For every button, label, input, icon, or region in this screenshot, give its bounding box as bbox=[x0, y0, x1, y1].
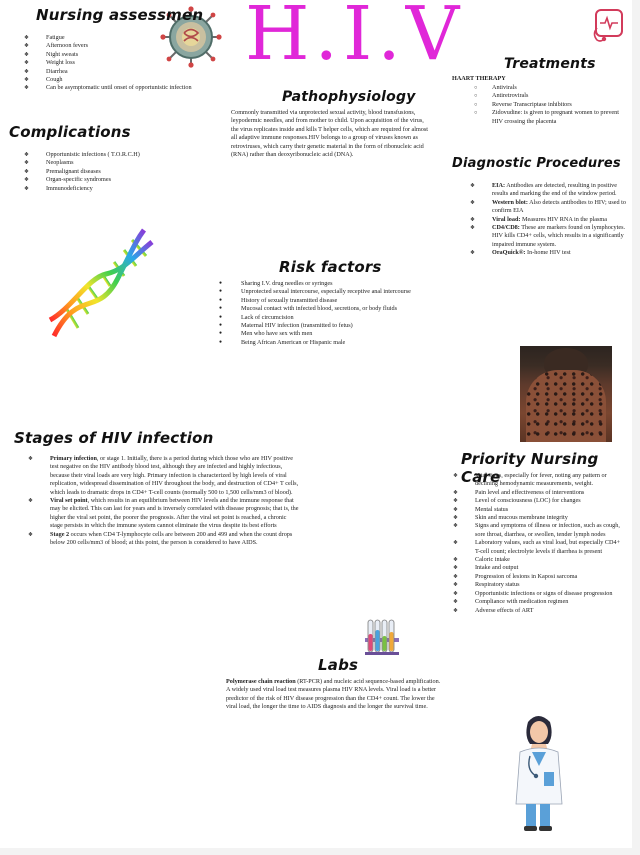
page-title: H.I.V bbox=[245, 0, 465, 77]
list-item: ● Maternal HIV infection (transmitted to fetus) bbox=[241, 322, 437, 330]
list-item: ❖ Caloric intake bbox=[475, 556, 625, 564]
assessment-list bbox=[46, 34, 206, 93]
list-item: ○ Zidovudine: is given to pregnant women to prevent HIV crossing the placenta bbox=[492, 109, 624, 126]
labs-heading: Labs bbox=[318, 656, 359, 674]
list-item: ❖ Organ-specific syndromes bbox=[46, 176, 216, 184]
list-item: ❖ Laboratory values, such as viral load, but especially CD4+ T-cell count; electrolyte levels if diarrhea is present bbox=[475, 539, 625, 556]
diagnostic-list bbox=[492, 182, 628, 258]
list-item: ● Sharing I.V. drug needles or syringes bbox=[241, 280, 437, 288]
list-item: ❖ Western blot: Also detects antibodies to HIV; used to confirm EIA bbox=[492, 199, 628, 216]
pathophysiology-heading: Pathophysiology bbox=[282, 89, 416, 105]
list-item: ❖ OraQuick®: In-home HIV test bbox=[492, 249, 628, 257]
list-item: ❖ Intake and output bbox=[475, 564, 625, 572]
list-item: ❖ Viral set point, which results in an equilibrium between HIV levels and the immune response that may be elicited. This can last for years and is inversely correlated with disease prognosis; that is, the higher the viral set point, the poorer the prognosis. After the viral set point is reached, a chronic stage persists in which the immune system cannot eliminate the virus despite its best efforts bbox=[50, 497, 300, 531]
list-item: ❖ Pain level and effectiveness of interventions bbox=[475, 489, 625, 497]
assessment-heading: Nursing assessmen bbox=[36, 6, 204, 24]
complications-list bbox=[46, 151, 216, 193]
treatments-list bbox=[492, 84, 624, 126]
list-item: ● History of sexually transmitted disease bbox=[241, 297, 437, 305]
priority-heading: Priority Nursing Care bbox=[461, 450, 599, 486]
list-item: ❖ EIA: Antibodies are detected, resulting in positive results and marking the end of the window period. bbox=[492, 182, 628, 199]
list-item: ○ Antiretrovirals bbox=[492, 92, 624, 100]
list-item: ❖ Opportunistic infections ( T.O.R.C.H) bbox=[46, 151, 216, 159]
risk-list bbox=[241, 280, 437, 347]
skin-lesion-photo bbox=[520, 346, 612, 442]
stages-list bbox=[50, 455, 300, 547]
list-item: ● Unprotected sexual intercourse, especially receptive anal intercourse bbox=[241, 288, 437, 296]
list-item: ❖ Opportunistic infections or signs of disease progression bbox=[475, 590, 625, 598]
labs-text: Polymerase chain reaction (RT-PCR) and nucleic acid sequence-based amplification. A widely used viral load test measures plasma HIV RNA levels. Viral load is a better predictor of the risk of HIV disease progression than the CD4+ count. The lower the viral load, the longer the time to AIDS diagnosis and the longer the survival time. bbox=[226, 678, 441, 711]
list-item: ❖ Premalignant diseases bbox=[46, 168, 216, 176]
test-tubes-icon bbox=[363, 616, 401, 656]
list-item: ❖ Night sweats bbox=[46, 51, 206, 59]
list-item: ● Lack of circumcision bbox=[241, 314, 437, 322]
list-item: ❖ Cough bbox=[46, 76, 206, 84]
priority-list bbox=[475, 472, 625, 615]
list-item: ❖ Respiratory status bbox=[475, 581, 625, 589]
nurse-figure bbox=[506, 712, 570, 834]
list-item: ○ Antivirals bbox=[492, 84, 624, 92]
list-item: ❖ Immunodeficiency bbox=[46, 185, 216, 193]
list-item: ❖ CD4/CD8: These are markers found on lymphocytes. HIV kills CD4+ cells, which results in a significantly impaired immune system. bbox=[492, 224, 628, 249]
list-item: ❖ Neoplasms bbox=[46, 159, 216, 167]
pathophysiology-text: Commonly transmitted via unprotected sexual activity, blood transfusions, leypodermic needles, and from mother to child. Upon acquisition of the virus, the virus replicates inside and kills T helper cells, which are required for almost all adaptive immune responses.HIV belongs to a group of viruses known as retroviruses, which carry their genetic material in the form of ribonucleic acid (RNA) rather than deoxyribonucleic acid (DNA). bbox=[231, 109, 429, 159]
list-item: ❖ Mental status bbox=[475, 506, 625, 514]
stages-heading: Stages of HIV infection bbox=[14, 429, 214, 447]
list-item: ❖ Diarrhea bbox=[46, 68, 206, 76]
list-item: ❖ Afternoon fevers bbox=[46, 42, 206, 50]
list-item: ❖ Viral load: Measures HIV RNA in the plasma bbox=[492, 216, 628, 224]
list-item: ❖ Compliance with medication regimen bbox=[475, 598, 625, 606]
list-item: ❖ Adverse effects of ART bbox=[475, 607, 625, 615]
treatments-subheading: HAART THERAPY bbox=[452, 75, 506, 82]
list-item: ❖ Stage 2 occurs when CD4 T-lymphocyte cells are between 200 and 499 and when the count drops below 200 cells/mm3 of blood; at this point, the person is considered to have AIDS. bbox=[50, 531, 300, 548]
list-item: ❖ Can be asymptomatic until onset of opportunistic infection bbox=[46, 84, 206, 92]
complications-heading: Complications bbox=[9, 123, 131, 141]
list-item: ● Being African American or Hispanic male bbox=[241, 339, 437, 347]
list-item: ○ Reverse Transcriptase inhibitors bbox=[492, 101, 624, 109]
dna-helix-icon bbox=[48, 228, 154, 340]
list-item: ● Mucosal contact with infected blood, secretions, or body fluids bbox=[241, 305, 437, 313]
risk-heading: Risk factors bbox=[279, 258, 382, 276]
list-item: ❖ Fatigue bbox=[46, 34, 206, 42]
list-item: ❖ Signs and symptoms of illness or infection, such as cough, sore throat, diarrhea, or swollen, tender lymph nodes bbox=[475, 522, 625, 539]
list-item: ❖ Weight loss bbox=[46, 59, 206, 67]
list-item: ❖ Vital signs, especially for fever, noting any pattern or declining hemodynamic measurements, weight. bbox=[475, 472, 625, 489]
treatments-heading: Treatments bbox=[504, 56, 596, 72]
list-item: ❖ Progression of lesions in Kaposi sarcoma bbox=[475, 573, 625, 581]
heart-monitor-icon bbox=[590, 6, 628, 44]
list-item: ● Men who have sex with men bbox=[241, 330, 437, 338]
diagnostic-heading: Diagnostic Procedures bbox=[452, 156, 621, 171]
list-item: ❖ Level of consciousness (LOC) for changes bbox=[475, 497, 625, 505]
list-item: ❖ Primary infection, or stage 1. Initially, there is a period during which those who are HIV positive test negative on the HIV antibody blood test, although they are infected and highly infectious, because their viral loads are very high. Primary infection is characterized by high levels of viral replication, widespread dissemination of HIV throughout the body, and destruction of CD4+ T cells, which leads to dramatic drops in CD4+ T-cell counts (normally 500 to 1,500 cells/mm3 of blood). bbox=[50, 455, 300, 497]
list-item: ❖ Skin and mucous membrane integrity bbox=[475, 514, 625, 522]
